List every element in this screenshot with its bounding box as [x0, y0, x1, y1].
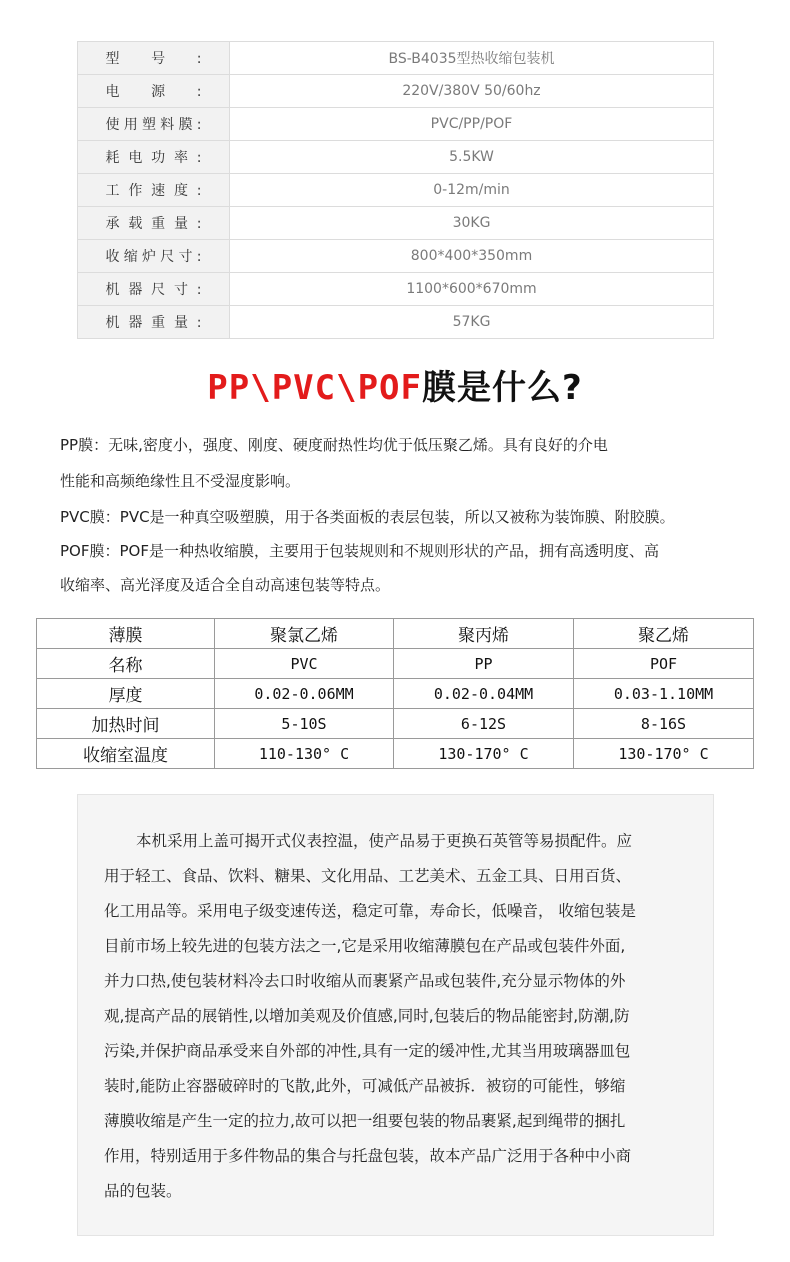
film-cell: 6-12S [394, 709, 574, 739]
spec-row [78, 108, 714, 141]
description-line: 本机采用上盖可揭开式仪表控温，使产品易于更换石英管等易损配件。应 [136, 832, 633, 850]
film-cell: 8-16S [574, 709, 754, 739]
film-row [37, 649, 754, 679]
spec-label: 型号: [105, 51, 202, 67]
film-cell: 130-170° C [394, 739, 574, 769]
description-line: 品的包装。 [104, 1182, 182, 1200]
description-line: 装时,能防止容器破碎时的飞散,此外，可减低产品被拆．被窃的可能性，够缩 [104, 1077, 626, 1095]
description-line: 薄膜收缩是产生一定的拉力,故可以把一组要包装的物品裹紧,起到绳带的捆扎 [104, 1112, 626, 1130]
spec-label: 耗电功率: [105, 150, 202, 166]
spec-label: 使用塑料膜: [105, 117, 202, 133]
film-cell: 130-170° C [574, 739, 754, 769]
spec-value: 30KG [230, 207, 714, 240]
film-cell: 0.03-1.10MM [574, 679, 754, 709]
description-line: 污染,并保护商品承受来自外部的冲性,具有一定的缓冲性,尤其当用玻璃器皿包 [104, 1042, 631, 1060]
spec-row [78, 273, 714, 306]
spec-label: 工作速度: [105, 183, 202, 199]
film-cell: 聚丙烯 [394, 619, 574, 649]
film-cell: 厚度 [37, 679, 215, 709]
spec-row [78, 207, 714, 240]
spec-row [78, 240, 714, 273]
film-cell: 聚氯乙烯 [215, 619, 394, 649]
spec-label: 收缩炉尺寸: [105, 249, 202, 265]
spec-table [77, 41, 714, 339]
film-header-row [37, 619, 754, 649]
film-cell: POF [574, 649, 754, 679]
spec-value: 800*400*350mm [230, 240, 714, 273]
section-heading [0, 360, 790, 416]
film-cell: 0.02-0.06MM [215, 679, 394, 709]
film-cell: 收缩室温度 [37, 739, 215, 769]
description-line: 化工用品等。采用电子级变速传送，稳定可靠，寿命长，低噪音， 收缩包装是 [104, 902, 636, 920]
spec-value: BS-B4035型热收缩包装机 [230, 42, 714, 75]
intro-line: 性能和高频绝缘性且不受湿度影响。 [60, 472, 301, 490]
spec-label: 机器尺寸: [105, 282, 202, 298]
film-cell: PP [394, 649, 574, 679]
spec-value: 220V/380V 50/60hz [230, 75, 714, 108]
spec-value: 5.5KW [230, 141, 714, 174]
spec-row [78, 141, 714, 174]
spec-label: 机器重量: [105, 315, 202, 331]
intro-line: PVC膜：PVC是一种真空吸塑膜，用于各类面板的表层包装，所以又被称为装饰膜、附胶膜。 [60, 508, 675, 526]
film-cell: 加热时间 [37, 709, 215, 739]
spec-row [78, 42, 714, 75]
film-cell: PVC [215, 649, 394, 679]
intro-line: POF膜：POF是一种热收缩膜，主要用于包装规则和不规则形状的产品，拥有高透明度、高 [60, 542, 659, 560]
intro-line: 收缩率、高光泽度及适合全自动高速包装等特点。 [60, 576, 391, 594]
heading-film-types: PP\PVC\POF [207, 368, 422, 408]
film-cell: 聚乙烯 [574, 619, 754, 649]
spec-row [78, 306, 714, 339]
description-line: 目前市场上较先进的包装方法之一,它是采用收缩薄膜包在产品或包装件外面, [104, 937, 626, 955]
spec-value: 57KG [230, 306, 714, 339]
spec-label: 承载重量: [105, 216, 202, 232]
spec-value: PVC/PP/POF [230, 108, 714, 141]
description-box [77, 794, 714, 1236]
description-line: 观,提高产品的展销性,以增加美观及价值感,同时,包装后的物品能密封,防潮,防 [104, 1007, 630, 1025]
film-comparison-table [36, 618, 754, 769]
spec-row [78, 174, 714, 207]
film-row [37, 739, 754, 769]
film-row [37, 709, 754, 739]
film-cell: 5-10S [215, 709, 394, 739]
description-line: 并力口热,使包装材料冷去口时收缩从而裹紧产品或包装件,充分显示物体的外 [104, 972, 626, 990]
spec-value: 1100*600*670mm [230, 273, 714, 306]
spec-row [78, 75, 714, 108]
heading-question: 膜是什么? [421, 368, 583, 408]
intro-line: PP膜：无味,密度小，强度、刚度、硬度耐热性均优于低压聚乙烯。具有良好的介电 [60, 436, 608, 454]
film-cell: 0.02-0.04MM [394, 679, 574, 709]
film-row [37, 679, 754, 709]
spec-label: 电源: [105, 84, 202, 100]
film-cell: 薄膜 [37, 619, 215, 649]
spec-value: 0-12m/min [230, 174, 714, 207]
film-cell: 110-130° C [215, 739, 394, 769]
description-line: 用于轻工、食品、饮料、糖果、文化用品、工艺美术、五金工具、日用百货、 [104, 867, 632, 885]
description-line: 作用，特别适用于多件物品的集合与托盘包装，故本产品广泛用于各种中小商 [104, 1147, 632, 1165]
film-cell: 名称 [37, 649, 215, 679]
